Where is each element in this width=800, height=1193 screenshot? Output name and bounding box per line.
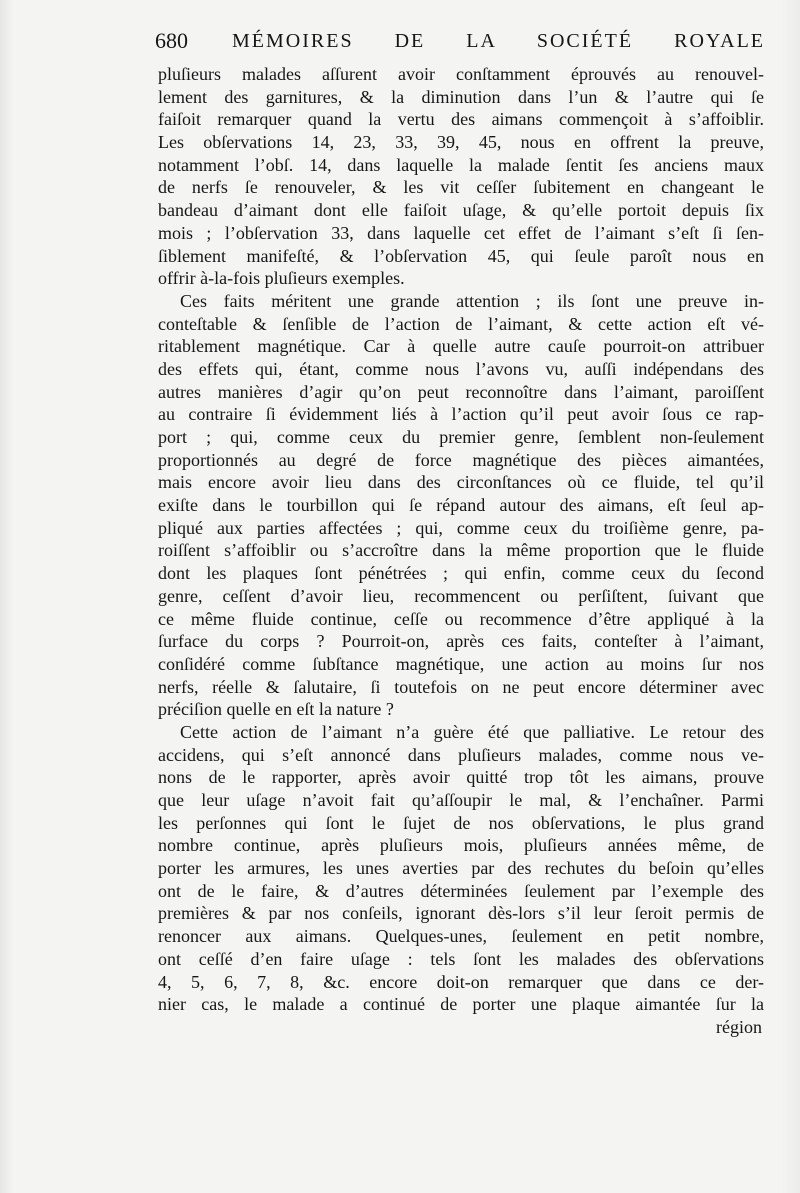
text-line: ce même fluide continue, ceſſe ou recommence d’être appliqué à la	[158, 608, 764, 629]
text-line: conſidéré comme ſubſtance magnétique, une action au moins ſur nos	[158, 653, 764, 674]
text-line: bandeau d’aimant dont elle faiſoit uſage, & qu’elle portoit depuis ſix	[158, 200, 764, 221]
text-line: ſiblement manifeſté, & l’obſervation 45, qui ſeule paroît nous en	[158, 245, 764, 266]
text-line: ont ceſſé d’en faire uſage : tels ſont les malades des obſervations	[158, 948, 764, 969]
text-line: de nerfs ſe renouveler, & les vit ceſſer ſubitement en changeant le	[158, 177, 764, 198]
text-line: roiſſent s’affoiblir ou s’accroître dans la même proportion que le fluide	[158, 540, 764, 561]
text-line: notamment l’obſ. 14, dans laquelle la malade ſentit ſes anciens maux	[158, 154, 764, 175]
text-line: ritablement magnétique. Car à quelle autre cauſe pourroit-on attribuer	[158, 336, 764, 357]
text-line: lement des garnitures, & la diminution dans l’un & l’autre qui ſe	[158, 86, 764, 107]
text-line: des effets qui, étant, comme nous l’avons vu, auſſi indépendans des	[158, 358, 764, 379]
catchword: région	[716, 1016, 762, 1037]
text-line: conteſtable & ſenſible de l’action de l’aimant, & cette action eſt vé-	[158, 313, 764, 334]
text-line: Les obſervations 14, 23, 33, 39, 45, nous en offrent la preuve,	[158, 132, 764, 153]
text-line: nerfs, réelle & ſalutaire, ſi toutefois on ne peut encore déterminer avec	[158, 676, 764, 697]
text-line: au contraire ſi évidemment liés à l’action qu’il peut avoir ſous ce rap-	[158, 404, 764, 425]
text-line: offrir à-la-fois pluſieurs exemples.	[158, 268, 405, 289]
text-line: 4, 5, 6, 7, 8, &c. encore doit-on remarquer que dans ce der-	[158, 971, 764, 992]
text-line: mois ; l’obſervation 33, dans laquelle cet effet de l’aimant s’eſt ſi ſen-	[158, 222, 764, 243]
text-line: Cette action de l’aimant n’a guère été que palliative. Le retour des	[180, 721, 764, 742]
text-line: genre, ceſſent d’avoir lieu, recommencent ou perſiſtent, ſuivant que	[158, 585, 764, 606]
text-line: que leur uſage n’avoit fait qu’aſſoupir le mal, & l’enchaîner. Parmi	[158, 790, 764, 810]
text-line: faiſoit remarquer quand la vertu des aimans commençoit à s’affoiblir.	[158, 109, 764, 130]
page-header	[155, 26, 767, 56]
text-line: mais encore avoir lieu dans des circonſtances où ce fluide, tel qu’il	[158, 472, 764, 493]
text-line: ſurface du corps ? Pourroit-on, après ces faits, conteſter à l’aimant,	[158, 631, 764, 652]
text-line: nombre continue, après pluſieurs mois, pluſieurs années même, de	[158, 835, 764, 856]
text-line: nons de le rapporter, après avoir quitté trop tôt les aimans, prouve	[158, 767, 764, 788]
text-line: port ; qui, comme ceux du premier genre, ſemblent non-ſeulement	[158, 427, 764, 447]
text-line: exiſte dans le tourbillon qui ſe répand autour des aimans, eſt ſeul ap-	[158, 495, 764, 516]
text-line: renoncer aux aimans. Quelques-unes, ſeulement en petit nombre,	[158, 926, 764, 947]
text-line: pliqué aux parties affectées ; qui, comme ceux du troiſième genre, pa-	[158, 517, 764, 538]
body-text	[158, 63, 764, 1039]
paragraph	[158, 63, 764, 290]
text-line: ont de le faire, & d’autres déterminées ſeulement par l’exemple des	[158, 880, 764, 901]
text-line: autres manières d’agir qu’on peut reconnoître dans l’aimant, paroiſſent	[158, 381, 764, 402]
paragraph	[158, 290, 764, 721]
text-line: accidens, qui s’eſt annoncé dans pluſieurs malades, comme nous ve-	[158, 744, 764, 765]
running-title: MÉMOIRES DE LA SOCIÉTÉ ROYALE	[232, 30, 765, 52]
text-line: préciſion quelle en eſt la nature ?	[158, 699, 394, 720]
text-line: nier cas, le malade a continué de porter une plaque aimantée ſur la	[158, 994, 764, 1015]
text-line: Ces faits méritent une grande attention ; ils ſont une preuve in-	[180, 290, 764, 311]
text-line: pluſieurs malades aſſurent avoir conſtamment éprouvés au renouvel-	[158, 64, 764, 84]
text-line: proportionnés au degré de force magnétique des pièces aimantées,	[158, 449, 764, 470]
text-line: les perſonnes qui ſont le ſujet de nos obſervations, le plus grand	[158, 812, 764, 833]
text-line: dont les plaques ſont pénétrées ; qui enfin, comme ceux du ſecond	[158, 563, 764, 584]
text-line: premières & par nos conſeils, ignorant dès-lors s’il leur ſeroit permis de	[158, 903, 764, 924]
text-line: porter les armures, les unes averties par des rechutes du beſoin qu’elles	[158, 858, 764, 879]
page-number: 680	[155, 28, 188, 53]
paragraph	[158, 721, 764, 1016]
